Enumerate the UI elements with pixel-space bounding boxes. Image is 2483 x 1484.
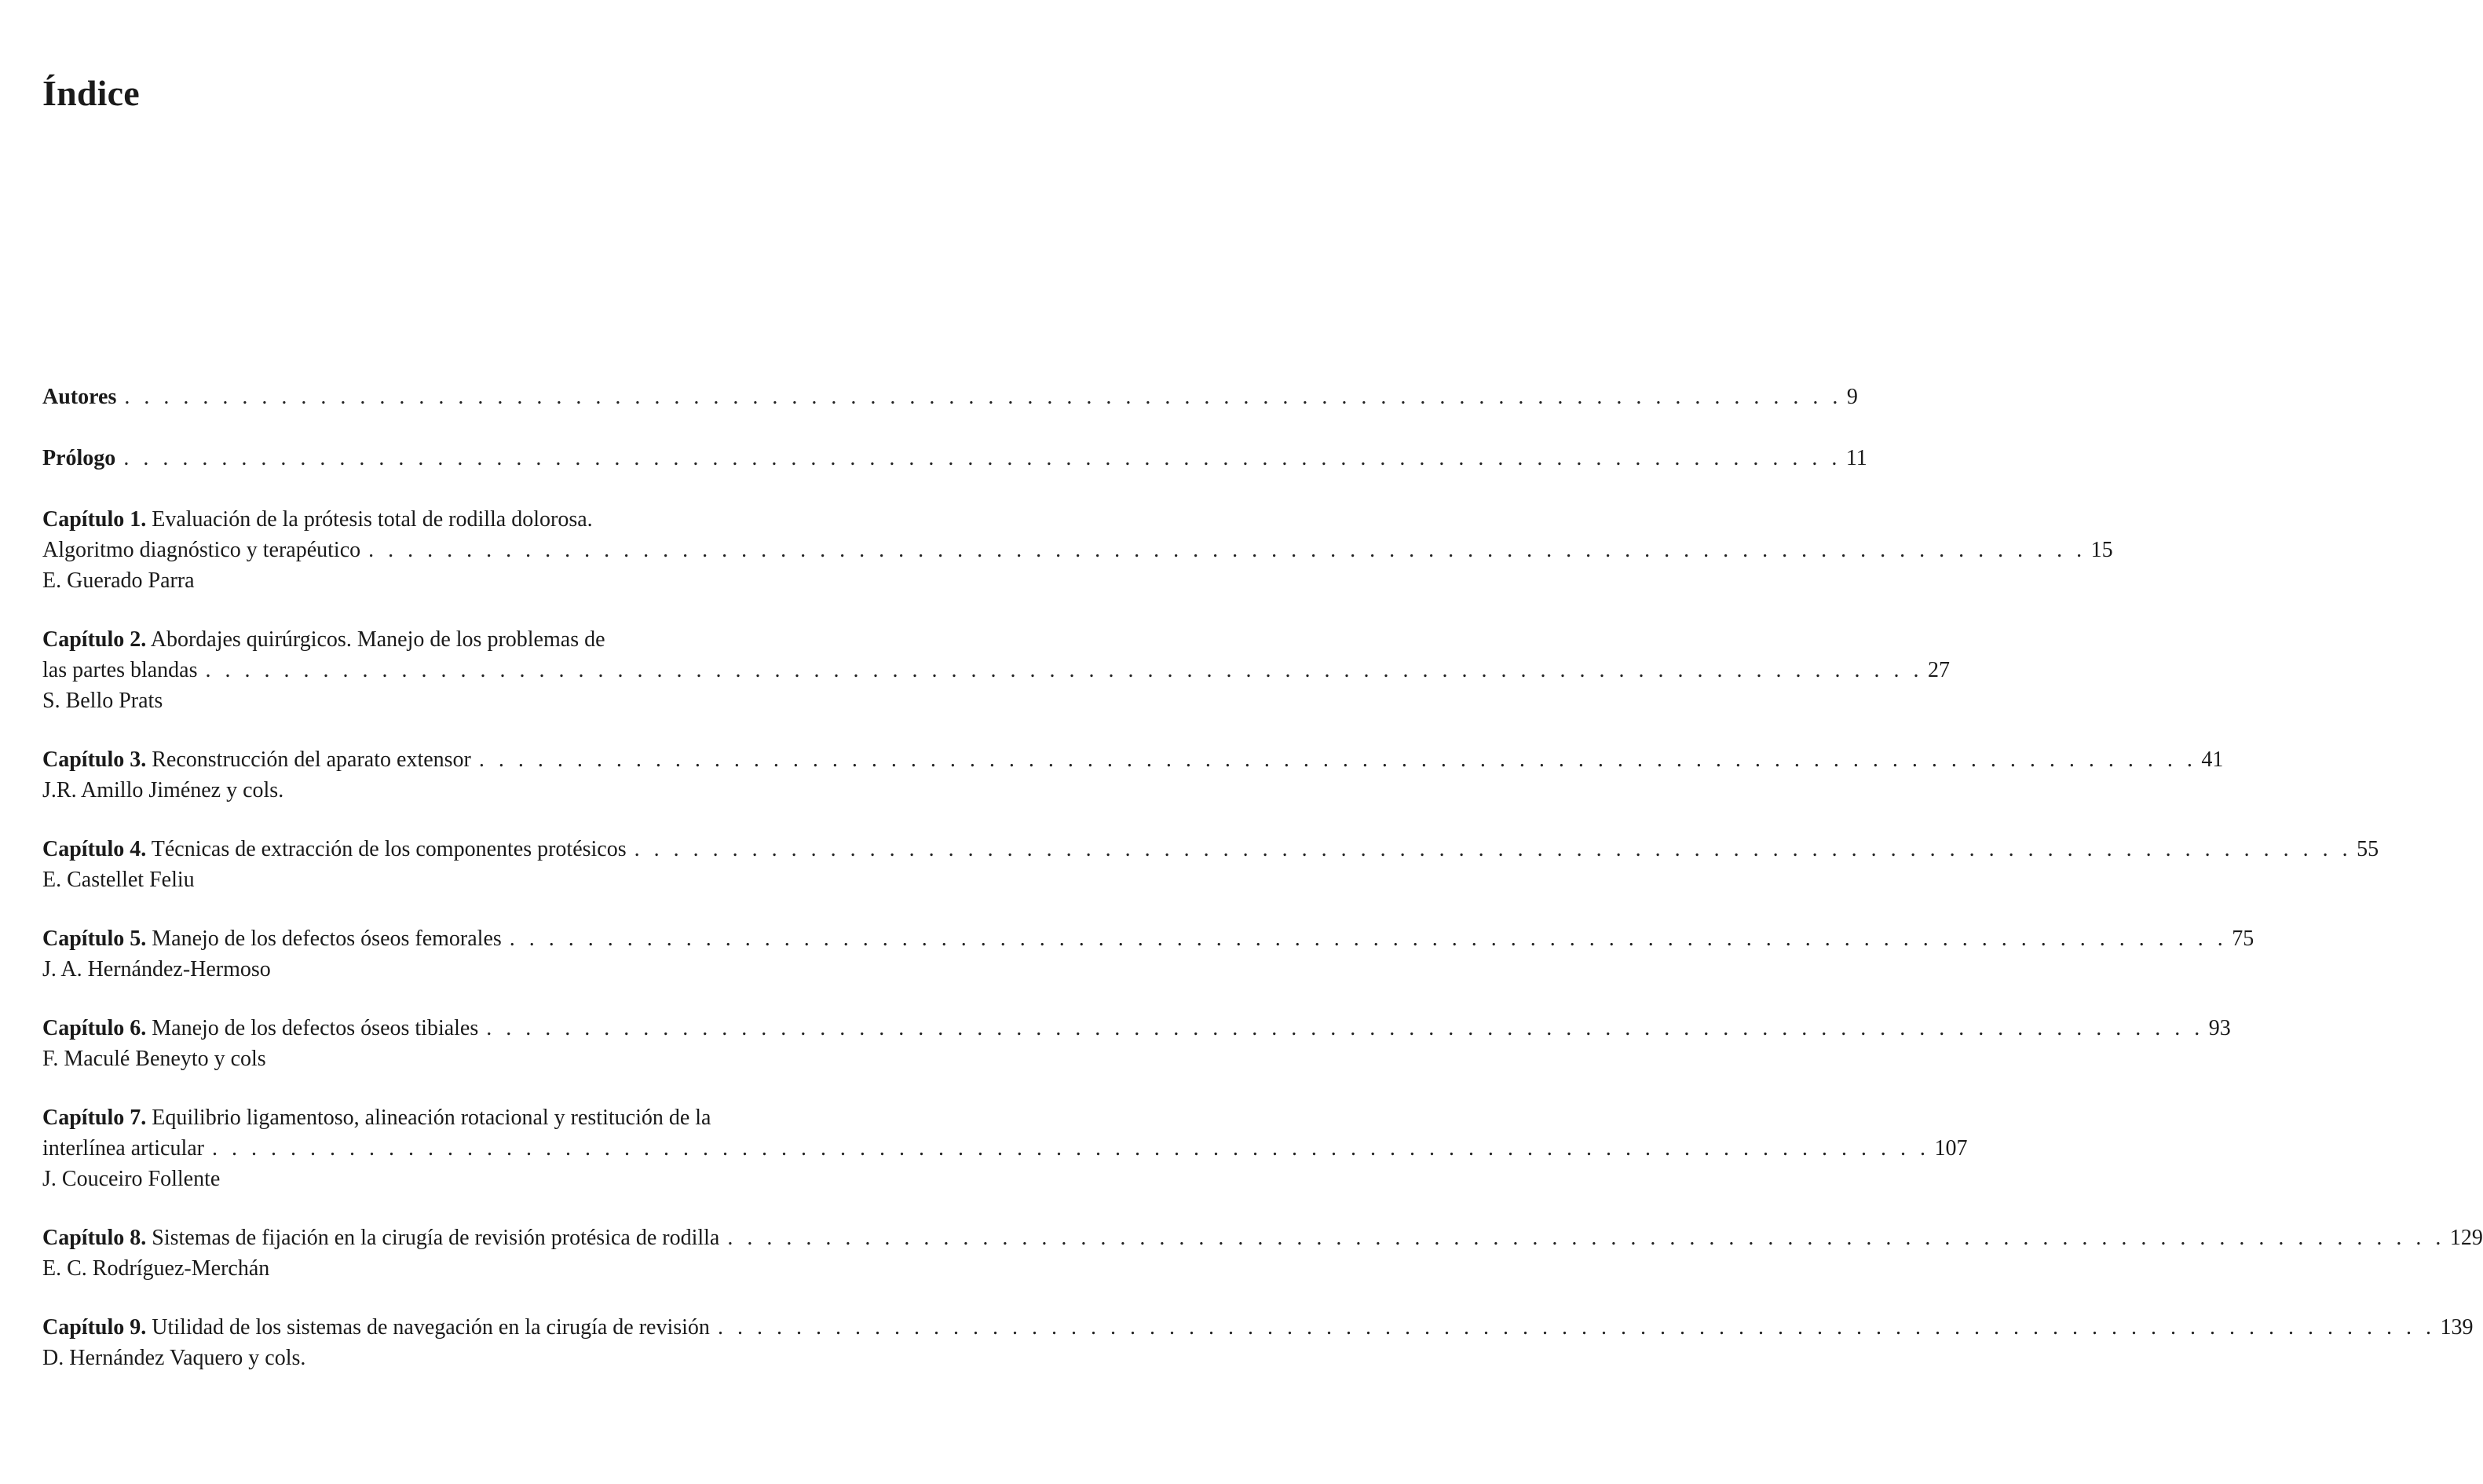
dot-leader: . . . . . . . . . . . . . . . . . . . . . . . . . . . . . . . . . . . . . . . . . . . . . . . . . . . . . . . . . . . . . . . . . . . . . . . . . . . . . . . . . . . . . . . .	[717, 1315, 2436, 1340]
entry-label: Prólogo	[42, 446, 116, 470]
chapter-author: F. Maculé Beneyto y cols	[42, 1047, 266, 1071]
chapter-label: Capítulo 6.	[42, 1016, 147, 1040]
page-number: 129	[2449, 1226, 2483, 1250]
entry-label: Autores	[42, 385, 117, 409]
chapter-title: Técnicas de extracción de los componentes protésicos	[151, 837, 627, 861]
dot-leader: . . . . . . . . . . . . . . . . . . . . . . . . . . . . . . . . . . . . . . . . . . . . . . . . . . . . . . . . . . . . . . . . . . . . . . . . . . . . . . . . . . . . . . . .	[368, 538, 2086, 562]
dot-leader: . . . . . . . . . . . . . . . . . . . . . . . . . . . . . . . . . . . . . . . . . . . . . . . . . . . . . . . . . . . . . . . . . . . . . . . . . . . . . . . . . . . . . . . .	[124, 385, 1842, 409]
toc-entry-chapter-7	[42, 1102, 1968, 1194]
toc-entry-chapter-1	[42, 504, 2113, 596]
toc-entry-chapter-9	[42, 1312, 2474, 1373]
chapter-title: Utilidad de los sistemas de navegación en la cirugía de revisión	[152, 1315, 710, 1340]
page-number: 11	[1845, 446, 1867, 470]
chapter-label: Capítulo 9.	[42, 1315, 147, 1340]
chapter-author: J. Couceiro Follente	[42, 1167, 221, 1191]
page-number: 55	[2357, 837, 2379, 861]
toc-entry-chapter-8	[42, 1223, 2483, 1284]
page-number: 15	[2090, 538, 2113, 562]
chapter-title: Abordajes quirúrgicos. Manejo de los problemas de	[150, 627, 605, 652]
chapter-title: Manejo de los defectos óseos tibiales	[152, 1016, 479, 1040]
page-title: Índice	[42, 73, 140, 113]
dot-leader: . . . . . . . . . . . . . . . . . . . . . . . . . . . . . . . . . . . . . . . . . . . . . . . . . . . . . . . . . . . . . . . . . . . . . . . . . . . . . . . . . . . . . . . .	[123, 446, 1841, 470]
page-number: 139	[2440, 1315, 2474, 1340]
toc-entry-prologo	[42, 443, 1867, 473]
dot-leader: . . . . . . . . . . . . . . . . . . . . . . . . . . . . . . . . . . . . . . . . . . . . . . . . . . . . . . . . . . . . . . . . . . . . . . . . . . . . . . . . . . . . . . . .	[205, 658, 1923, 682]
chapter-title-continued: las partes blandas	[42, 658, 198, 682]
chapter-author: E. C. Rodríguez-Merchán	[42, 1256, 270, 1281]
chapter-title: Equilibrio ligamentoso, alineación rotacional y restitución de la	[152, 1106, 711, 1130]
dot-leader: . . . . . . . . . . . . . . . . . . . . . . . . . . . . . . . . . . . . . . . . . . . . . . . . . . . . . . . . . . . . . . . . . . . . . . . . . . . . . . . . . . . . . . . .	[486, 1016, 2204, 1040]
chapter-title: Reconstrucción del aparato extensor	[152, 747, 471, 772]
chapter-label: Capítulo 7.	[42, 1106, 147, 1130]
chapter-label: Capítulo 2.	[42, 627, 147, 652]
dot-leader: . . . . . . . . . . . . . . . . . . . . . . . . . . . . . . . . . . . . . . . . . . . . . . . . . . . . . . . . . . . . . . . . . . . . . . . . . . . . . . . . . . . . . . . .	[727, 1226, 2445, 1250]
chapter-title: Evaluación de la prótesis total de rodilla dolorosa.	[152, 507, 593, 532]
page-number: 93	[2208, 1016, 2231, 1040]
toc-entry-chapter-3	[42, 744, 2224, 806]
chapter-label: Capítulo 8.	[42, 1226, 147, 1250]
chapter-author: E. Guerado Parra	[42, 568, 195, 593]
chapter-title-continued: Algoritmo diagnóstico y terapéutico	[42, 538, 361, 562]
chapter-author: D. Hernández Vaquero y cols.	[42, 1346, 306, 1370]
chapter-author: J.R. Amillo Jiménez y cols.	[42, 778, 284, 802]
dot-leader: . . . . . . . . . . . . . . . . . . . . . . . . . . . . . . . . . . . . . . . . . . . . . . . . . . . . . . . . . . . . . . . . . . . . . . . . . . . . . . . . . . . . . . . .	[634, 837, 2353, 861]
page-number: 27	[1928, 658, 1950, 682]
page-number: 41	[2201, 747, 2224, 772]
chapter-label: Capítulo 3.	[42, 747, 147, 772]
chapter-title: Sistemas de fijación en la cirugía de revisión protésica de rodilla	[152, 1226, 720, 1250]
toc-entry-chapter-5	[42, 923, 2254, 985]
chapter-author: S. Bello Prats	[42, 689, 163, 713]
chapter-title: Manejo de los defectos óseos femorales	[152, 927, 502, 951]
chapter-title-continued: interlínea articular	[42, 1136, 204, 1161]
dot-leader: . . . . . . . . . . . . . . . . . . . . . . . . . . . . . . . . . . . . . . . . . . . . . . . . . . . . . . . . . . . . . . . . . . . . . . . . . . . . . . . . . . . . . . . .	[212, 1136, 1930, 1161]
toc-entry-chapter-2	[42, 624, 1950, 716]
table-of-contents	[42, 382, 2483, 1402]
toc-entry-chapter-4	[42, 834, 2379, 895]
page-number: 75	[2232, 927, 2254, 951]
chapter-label: Capítulo 4.	[42, 837, 147, 861]
chapter-author: E. Castellet Feliu	[42, 868, 195, 892]
toc-entry-autores	[42, 382, 1858, 412]
toc-entry-chapter-6	[42, 1013, 2231, 1074]
chapter-author: J. A. Hernández-Hermoso	[42, 957, 271, 981]
dot-leader: . . . . . . . . . . . . . . . . . . . . . . . . . . . . . . . . . . . . . . . . . . . . . . . . . . . . . . . . . . . . . . . . . . . . . . . . . . . . . . . . . . . . . . . .	[509, 927, 2228, 951]
page-number: 9	[1846, 385, 1858, 409]
chapter-label: Capítulo 1.	[42, 507, 147, 532]
dot-leader: . . . . . . . . . . . . . . . . . . . . . . . . . . . . . . . . . . . . . . . . . . . . . . . . . . . . . . . . . . . . . . . . . . . . . . . . . . . . . . . . . . . . . . . .	[478, 747, 2197, 772]
page-number: 107	[1934, 1136, 1968, 1161]
chapter-label: Capítulo 5.	[42, 927, 147, 951]
